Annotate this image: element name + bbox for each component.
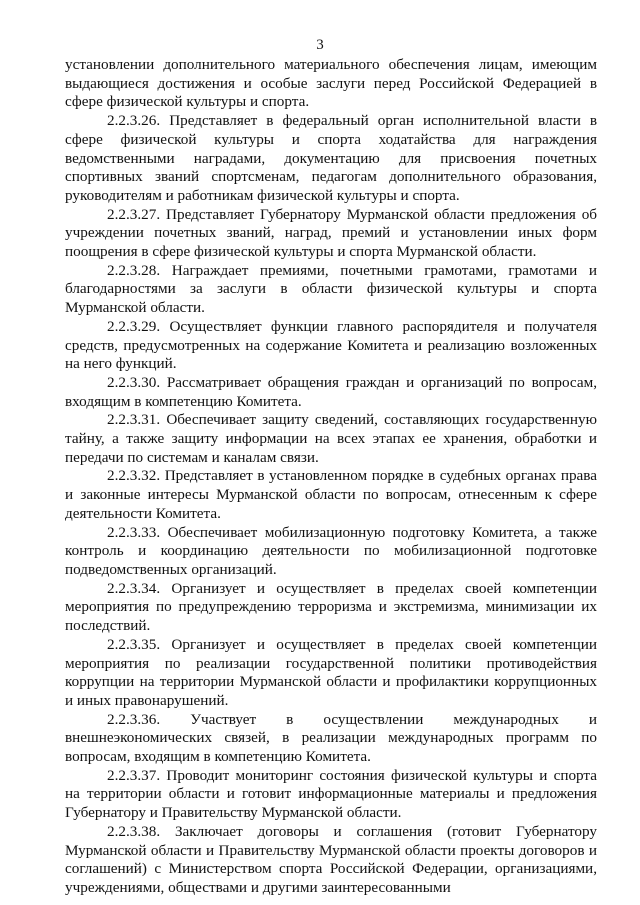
clause-number: 2.2.3.30.: [107, 373, 161, 391]
clause-number: 2.2.3.38.: [107, 822, 161, 840]
paragraph-2-2-3-34: [65, 580, 597, 636]
paragraph-text: Рассматривает обращения граждан и организаций по вопросам, входящим в компетенцию Комитета.: [65, 373, 597, 410]
clause-number: 2.2.3.33.: [107, 523, 161, 541]
paragraph-2-2-3-37: [65, 767, 597, 823]
paragraph-text: Заключает договоры и соглашения (готовит Губернатору Мурманской области и Правительству Мурманской области проекты договоров и соглашений) с Министерством спорта Российской Федерации, организациями, учреждениями, обществами и другими заинтересованными: [65, 822, 597, 896]
paragraph-text: Проводит мониторинг состояния физической культуры и спорта на территории области и готовит информационные материалы и предложения Губернатору и Правительству Мурманской области.: [65, 766, 598, 822]
paragraph-2-2-3-36: [65, 711, 597, 767]
clause-number: 2.2.3.28.: [107, 261, 161, 279]
paragraph-2-2-3-26: [65, 112, 597, 206]
clause-number: 2.2.3.31.: [107, 411, 161, 429]
paragraph-text: Обеспечивает мобилизационную подготовку Комитета, а также контроль и координацию деятельности по мобилизационной подготовке подведомственных организаций.: [65, 523, 597, 578]
paragraph-text: Обеспечивает защиту сведений, составляющих государственную тайну, а также защиту информации на всех этапах ее хранения, обработки и передачи по системам и каналам связи.: [65, 411, 597, 466]
paragraph-text: Участвует в осуществлении международных и внешнеэкономических связей, в реализации международных программ по вопросам, входящим в компетенцию Комитета.: [65, 710, 597, 766]
paragraph-2-2-3-28: [65, 262, 597, 318]
paragraph-text: Осуществляет функции главного распорядителя и получателя средств, предусмотренных на содержание Комитета и реализацию возложенных на него функций.: [65, 317, 597, 373]
paragraph-2-2-3-30: [65, 374, 597, 411]
paragraph-2-2-3-31: [65, 411, 597, 467]
clause-number: 2.2.3.37.: [107, 766, 161, 784]
document-body: [65, 56, 597, 898]
paragraph-text: Представляет Губернатору Мурманской области предложения об учреждении почетных званий, наград, премий и установлении иных форм поощрения в сфере физической культуры и спорта Мурманской области.: [65, 205, 598, 261]
paragraph-2-2-3-29: [65, 318, 597, 374]
clause-number: 2.2.3.29.: [107, 317, 161, 335]
paragraph-text: Представляет в федеральный орган исполнительной власти в сфере физической культуры и спорта ходатайства для награждения ведомственными наградами, документацию для присвоения почетных спортивных званий спортсменам, педагогам дополнительного образования, руководителям и работникам физической культуры и спорта.: [65, 112, 598, 204]
page-number: 3: [316, 37, 324, 53]
paragraph-2-2-3-27: [65, 206, 597, 262]
clause-number: 2.2.3.32.: [107, 467, 161, 485]
paragraph-2-2-3-32: [65, 467, 597, 523]
paragraph-text: Представляет в установленном порядке в судебных органах права и законные интересы Мурманской области по вопросам, отнесенным к сфере деятельности Комитета.: [65, 467, 597, 522]
paragraph-continuation: [65, 56, 597, 112]
paragraph-2-2-3-33: [65, 524, 597, 580]
clause-number: 2.2.3.26.: [107, 112, 161, 130]
paragraph-2-2-3-35: [65, 636, 597, 711]
clause-number: 2.2.3.36.: [107, 710, 161, 728]
paragraph-text: Организует и осуществляет в пределах своей компетенции мероприятия по реализации государственной политики противодействия коррупции на территории Мурманской области и профилактики коррупционных и иных правонарушений.: [65, 635, 597, 709]
paragraph-text: Организует и осуществляет в пределах своей компетенции мероприятия по предупреждению терроризма и экстремизма, минимизации их последствий.: [65, 579, 597, 635]
paragraph-text: установлении дополнительного материального обеспечения лицам, имеющим выдающиеся достижения и особые заслуги перед Российской Федерацией в сфере физической культуры и спорта.: [65, 56, 597, 111]
clause-number: 2.2.3.34.: [107, 579, 161, 597]
paragraph-2-2-3-38: [65, 823, 597, 898]
clause-number: 2.2.3.35.: [107, 635, 161, 653]
paragraph-text: Награждает премиями, почетными грамотами, грамотами и благодарностями за заслуги в области физической культуры и спорта Мурманской области.: [65, 261, 597, 317]
clause-number: 2.2.3.27.: [107, 205, 161, 223]
